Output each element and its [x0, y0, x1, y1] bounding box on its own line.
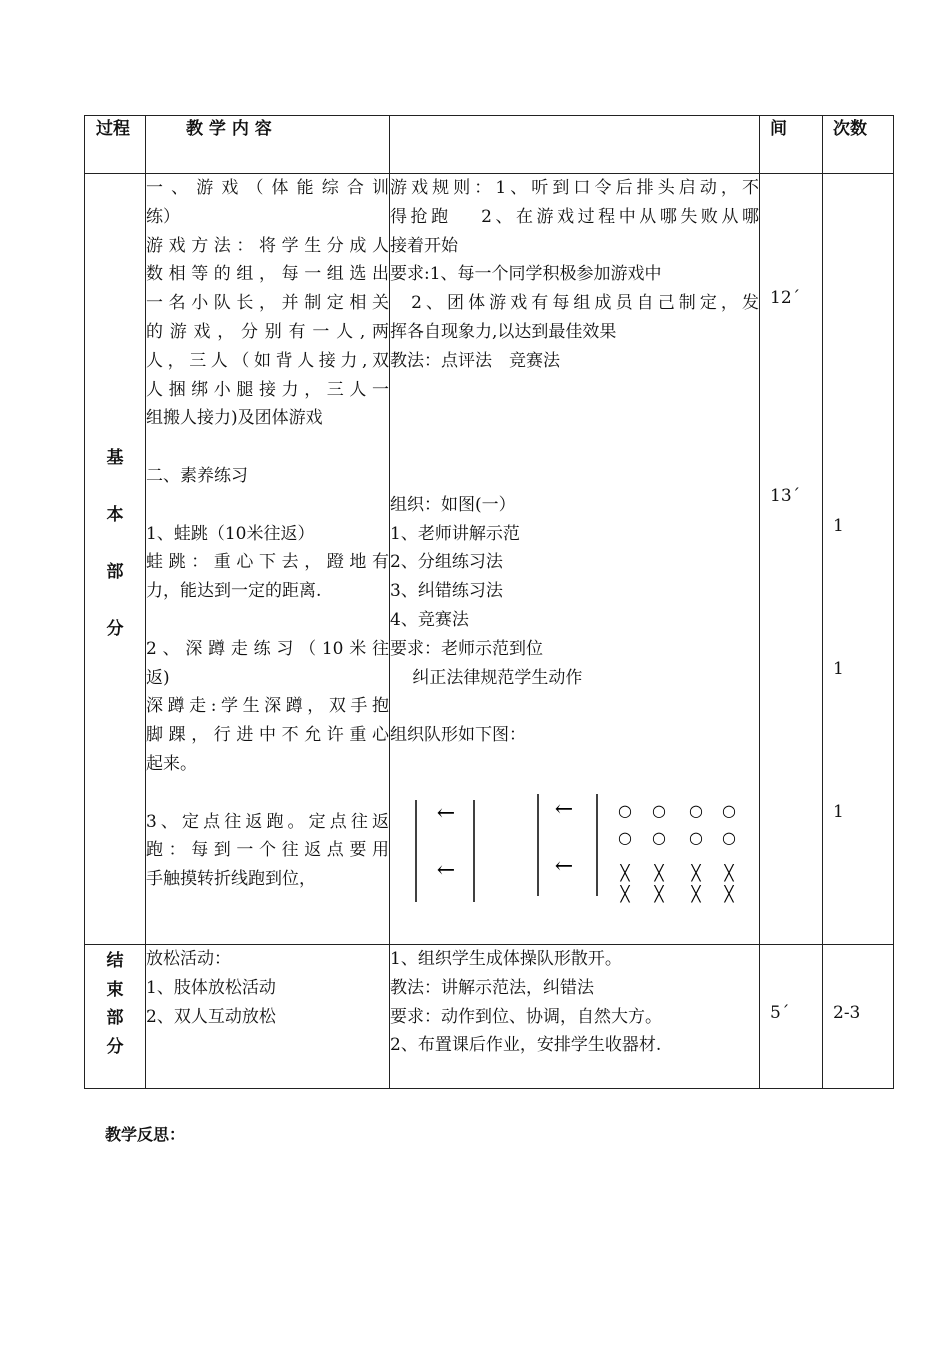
text-line: 1、老师讲解示范: [390, 523, 520, 544]
text-line: 游戏方法：将学生分成人: [146, 235, 389, 256]
circle-marker-icon: ○: [722, 828, 736, 847]
cross-marker-icon: ╳: [654, 885, 664, 903]
count-value: 1: [833, 659, 844, 679]
basic-content-cell: [146, 174, 390, 945]
arrow-left-icon: ←: [554, 797, 574, 822]
count-value: 2-3: [833, 1003, 861, 1023]
cross-marker-icon: ╳: [654, 864, 664, 882]
text-line: 2、分组练习法: [390, 552, 503, 573]
text-line: 3、纠错练习法: [390, 581, 503, 602]
header-count: 次数: [823, 116, 894, 174]
text-line: 深蹲走:学生深蹲，双手抱: [146, 696, 389, 717]
text-line: 跑：每到一个往返点要用: [146, 840, 389, 861]
text-line: 纠正法律规范学生动作: [390, 667, 583, 688]
text-line: 力，能达到一定的距离.: [146, 581, 322, 602]
text-line: 放松活动：: [146, 949, 231, 969]
arrow-left-icon: ←: [554, 854, 574, 879]
text-line: 一、游戏（体能综合训: [146, 178, 389, 198]
text-line: 得抢跑 2、在游戏过程中从哪失败从哪: [390, 206, 759, 227]
ending-method-cell: [390, 945, 760, 1089]
section-label-char: 束: [106, 979, 124, 1000]
basic-section-label: [85, 174, 146, 945]
blank-line: [390, 404, 759, 433]
teaching-reflection-label: 教学反思：: [105, 1125, 186, 1144]
header-content: 教 学 内 容: [146, 116, 390, 174]
basic-time-cell: [760, 174, 823, 945]
basic-section-row: [85, 174, 894, 945]
text-line: 挥各自现象力,以达到最佳效果: [390, 321, 617, 342]
text-line: 蛙跳：重心下去，蹬地有: [146, 552, 389, 573]
text-line: 2、深蹲走练习（10米往: [146, 638, 389, 659]
text-line: 数相等的组，每一组选出: [146, 264, 389, 285]
text-line: 游戏规则：1、听到口令后排头启动，不: [390, 178, 759, 198]
arrow-left-icon: ←: [436, 801, 456, 826]
text-line: 2、团体游戏有每组成员自己制定，发: [390, 293, 759, 314]
circle-marker-icon: ○: [689, 828, 703, 847]
header-process: 过程: [85, 116, 146, 174]
circle-marker-icon: ○: [652, 828, 666, 847]
cross-marker-icon: ╳: [724, 864, 734, 882]
blank-line: [390, 433, 759, 462]
blank-line: [146, 779, 389, 808]
cross-marker-icon: ╳: [620, 885, 630, 903]
text-line: 二、素养练习: [146, 465, 248, 486]
cross-marker-icon: ╳: [691, 864, 701, 882]
text-line: 一名小队长，并制定相关: [146, 293, 389, 314]
text-line: 人捆绑小腿接力，三人一: [146, 379, 389, 400]
text-line: 1、肢体放松活动: [146, 977, 276, 998]
cross-marker-icon: ╳: [724, 885, 734, 903]
text-line: 组搬人接力)及团体游戏: [146, 408, 323, 429]
section-label-char: 基: [106, 448, 124, 468]
text-line: 2、双人互动放松: [146, 1006, 276, 1027]
section-label-char: 部: [106, 1008, 124, 1028]
blank-line: [146, 433, 389, 462]
time-value: 5´: [770, 1003, 790, 1023]
ending-section-label: [85, 945, 146, 1089]
section-label-char: 本: [106, 505, 124, 525]
arrow-left-icon: ←: [436, 858, 456, 883]
text-line: 4、竞赛法: [390, 609, 469, 630]
section-label-char: 部: [106, 562, 124, 582]
text-line: 手触摸转折线跑到位，: [146, 869, 316, 890]
header-time: 间: [760, 116, 823, 174]
text-line: 组织队形如下图：: [390, 725, 526, 746]
time-value: 12´: [770, 288, 801, 308]
text-line: 1、蛙跳（10米往返）: [146, 523, 315, 544]
text-line: 要求：老师示范到位: [390, 638, 543, 659]
text-line: 1、组织学生成体操队形散开。: [390, 949, 622, 969]
text-line: 返): [146, 667, 170, 688]
cross-marker-icon: ╳: [691, 885, 701, 903]
ending-time-cell: [760, 945, 823, 1089]
text-line: 脚踝，行进中不允许重心: [146, 725, 389, 746]
text-line: 组织：如图(一）: [390, 494, 516, 515]
header-row: [85, 116, 894, 174]
text-line: 人，三人（如背人接力,双: [146, 350, 389, 371]
circle-marker-icon: ○: [722, 801, 736, 820]
circle-marker-icon: ○: [689, 801, 703, 820]
blank-line: [390, 462, 759, 491]
section-label-char: 分: [106, 619, 124, 639]
lesson-plan-table: [84, 115, 894, 1089]
basic-count-cell: [823, 174, 894, 945]
blank-line: [146, 491, 389, 520]
section-label-char: 分: [106, 1036, 124, 1057]
text-line: 教法：点评法 竞赛法: [390, 350, 560, 371]
time-value: 13´: [770, 486, 801, 506]
blank-line: [390, 692, 759, 721]
count-value: 1: [833, 516, 844, 536]
blank-line: [390, 376, 759, 405]
ending-count-cell: [823, 945, 894, 1089]
header-method: [390, 116, 760, 174]
circle-marker-icon: ○: [652, 801, 666, 820]
text-line: 2、布置课后作业，安排学生收器材.: [390, 1035, 662, 1056]
text-line: 练）: [146, 206, 180, 227]
text-line: 要求:1、每一个同学积极参加游戏中: [390, 264, 662, 285]
formation-diagram: [410, 784, 760, 914]
section-label-char: 结: [106, 951, 124, 971]
circle-marker-icon: ○: [618, 801, 632, 820]
count-value: 1: [833, 802, 844, 822]
ending-content-cell: [146, 945, 390, 1089]
circle-marker-icon: ○: [618, 828, 632, 847]
text-line: 要求：动作到位、协调，自然大方。: [390, 1006, 662, 1027]
text-line: 的游戏，分别有一人,两: [146, 321, 389, 342]
basic-method-cell: [390, 174, 760, 945]
text-line: 教法：讲解示范法，纠错法: [390, 977, 594, 998]
ending-section-row: [85, 945, 894, 1089]
text-line: 接着开始: [390, 235, 458, 256]
cross-marker-icon: ╳: [620, 864, 630, 882]
text-line: 3、定点往返跑。定点往返: [146, 811, 389, 832]
blank-line: [146, 606, 389, 635]
text-line: 起来。: [146, 753, 197, 774]
